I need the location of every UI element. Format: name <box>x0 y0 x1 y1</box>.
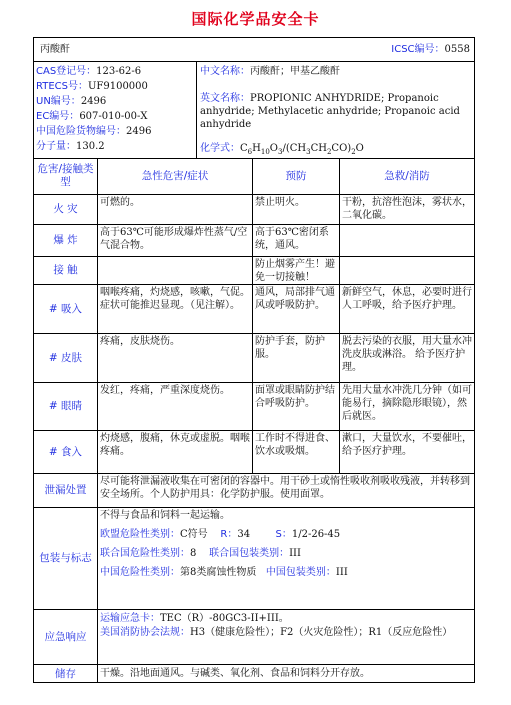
pack-un-pack-value: III <box>289 548 301 559</box>
cas-line <box>36 65 141 78</box>
row-fire-prevent: 禁止明火。 <box>255 197 305 208</box>
ec-value: 607-010-00-X <box>79 111 148 122</box>
safety-card <box>33 37 475 683</box>
cn-name-label: 中文名称： <box>200 66 250 77</box>
cas-value: 123-62-6 <box>96 66 142 77</box>
pack-cn-pack-label: 中国包装类别： <box>265 567 336 578</box>
row-ingestion-hazard: 灼烧感，腹痛，休克或虚脱。咽喉疼痛。 <box>100 433 250 457</box>
storage-label: 储存 <box>55 667 76 680</box>
formula-value: $C_6H_{10}O_3/(CH_3CH_2CO)_2O$ <box>240 143 364 156</box>
row-ingestion-aid: 漱口，大量饮水，不要催吐，给予医疗护理。 <box>342 433 472 457</box>
pack-s-label: S： <box>275 529 292 540</box>
emergency-line1 <box>98 611 474 626</box>
danger-label: 中国危险货物编号： <box>36 126 126 137</box>
cn-name-value: 丙酸酐；甲基乙酸酐 <box>250 66 340 77</box>
col-header-type: 危害/接触类型 <box>37 163 94 188</box>
en-name-label: 英文名称： <box>200 93 250 104</box>
leak-text: 尽可能将泄漏液收集在可密闭的容器中。用干砂土或惰性吸收剂吸收残液，并转移到安全场所。个人防护用具：化学防护服。使用面罩。 <box>100 476 470 500</box>
row-explosion-type: 爆 炸 <box>53 234 78 246</box>
row-eyes-type: # 眼睛 <box>48 400 83 412</box>
danger-line <box>36 125 151 138</box>
mw-label: 分子量： <box>36 141 76 152</box>
en-name-value: PROPIONIC ANHYDRIDE; Propanoic anhydride; Methylacetic anhydride; Propanoic acid anhydride <box>200 93 460 130</box>
row-skin-hazard: 疼痛，皮肤烧伤。 <box>100 336 180 347</box>
col-header-prevent: 预防 <box>285 169 307 182</box>
row-inhalation-prevent: 通风，局部排气通风或呼吸防护。 <box>255 287 335 311</box>
row-skin-prevent: 防护手套，防护服。 <box>255 336 325 360</box>
row-eyes-prevent: 面罩或眼睛防护结合呼吸防护。 <box>255 385 335 409</box>
row-skin-aid: 脱去污染的衣服，用大量水冲洗皮肤或淋浴。 给予医疗护理。 <box>342 336 472 373</box>
row-contact-type: 接 触 <box>53 264 78 276</box>
pack-cn-line <box>98 565 474 580</box>
emergency-line2 <box>98 625 474 640</box>
row-explosion-aid <box>340 225 474 227</box>
pack-r-label: R： <box>220 529 238 540</box>
row-explosion-hazard: 高于63℃可能形成爆炸性蒸气/空气混合物。 <box>100 227 248 251</box>
ec-label: EC编号： <box>36 111 80 122</box>
rtecs-value: UF9100000 <box>87 81 148 92</box>
cas-label: CAS登记号： <box>36 66 97 77</box>
page-title: 国际化学品安全卡 <box>191 10 320 28</box>
icsc-value: 0558 <box>444 44 470 55</box>
pack-un-line <box>98 546 474 561</box>
row-contact-hazard <box>98 257 252 259</box>
row-eyes-aid: 先用大量水冲洗几分钟（如可能易行，摘除隐形眼镜），然后就医。 <box>342 385 472 422</box>
pack-eu-label: 欧盟危险性类别： <box>100 529 180 540</box>
row-ingestion-prevent: 工作时不得进食、饮水或吸烟。 <box>255 433 335 457</box>
pack-eu-value: C符号 <box>180 529 208 540</box>
un-label: UN编号： <box>36 96 81 107</box>
row-fire-aid: 干粉，抗溶性泡沫，雾状水，二氧化碳。 <box>342 197 472 221</box>
pack-un-pack-label: 联合国包装类别： <box>209 548 290 559</box>
storage-text: 干燥。沿地面通风。与碱类、氧化剂、食品和饲料分开存放。 <box>100 668 370 679</box>
pack-label: 包装与标志 <box>39 552 92 564</box>
pack-cn-class-label: 中国危险性类别： <box>100 567 180 578</box>
row-inhalation-hazard: 咽喉疼痛，灼烧感，咳嗽，气促。症状可能推迟显现。（见注解）。 <box>100 287 250 311</box>
chemical-name: 丙酸酐 <box>40 44 70 55</box>
pack-cn-class-value: 第8类腐蚀性物质 <box>180 567 257 578</box>
formula-label: 化学式： <box>200 143 240 154</box>
emergency-line2-value: H3（健康危险性）；F2（火灾危险性）；R1（反应危险性） <box>190 627 453 638</box>
pack-line1: 不得与食品和饲料一起运输。 <box>100 510 230 521</box>
mw-value: 130.2 <box>76 141 105 152</box>
emergency-line1-label: 运输应急卡： <box>100 613 160 624</box>
un-value: 2496 <box>80 96 107 107</box>
row-ingestion-type: # 食入 <box>48 445 83 458</box>
pack-s-value: 1/2-26-45 <box>291 529 341 540</box>
pack-eu-line <box>98 527 474 542</box>
pack-un-class-label: 联合国危险性类别： <box>100 548 190 559</box>
row-contact-aid <box>340 257 474 259</box>
emergency-line1-value: TEC（R）-80GC3-II+III。 <box>160 613 289 624</box>
formula-line <box>200 142 472 159</box>
danger-value: 2496 <box>126 126 152 137</box>
row-inhalation-aid: 新鲜空气，休息，必要时进行人工呼吸，给予医疗护理。 <box>342 287 472 311</box>
pack-un-class-value: 8 <box>190 548 197 559</box>
col-header-hazard: 急性危害/症状 <box>141 169 209 182</box>
mw-line <box>36 140 105 153</box>
emergency-line2-label: 美国消防协会法规： <box>100 627 190 638</box>
icsc-number <box>391 43 470 56</box>
pack-r-value: 34 <box>237 529 251 540</box>
row-fire-hazard: 可燃的。 <box>100 197 140 208</box>
emergency-label: 应急响应 <box>44 630 87 643</box>
col-header-aid: 急救/消防 <box>384 169 430 182</box>
cn-name-line <box>200 65 472 78</box>
row-fire-type: 火 灾 <box>53 203 78 215</box>
en-name-line <box>200 92 472 131</box>
ec-line <box>36 110 147 123</box>
pack-cn-pack-value: III <box>335 567 348 578</box>
row-skin-type: # 皮肤 <box>48 351 83 364</box>
row-inhalation-type: # 吸入 <box>48 302 83 315</box>
row-eyes-hazard: 发红，疼痛，严重深度烧伤。 <box>100 385 230 396</box>
rtecs-label: RTECS号： <box>36 81 88 92</box>
row-explosion-prevent: 高于63℃密闭系统，通风。 <box>255 227 329 251</box>
un-line <box>36 95 106 108</box>
leak-label: 泄漏处置 <box>44 484 87 496</box>
row-contact-prevent: 防止烟雾产生！避免一切接触！ <box>255 259 335 283</box>
rtecs-line <box>36 80 148 93</box>
icsc-label: ICSC编号： <box>391 44 445 55</box>
